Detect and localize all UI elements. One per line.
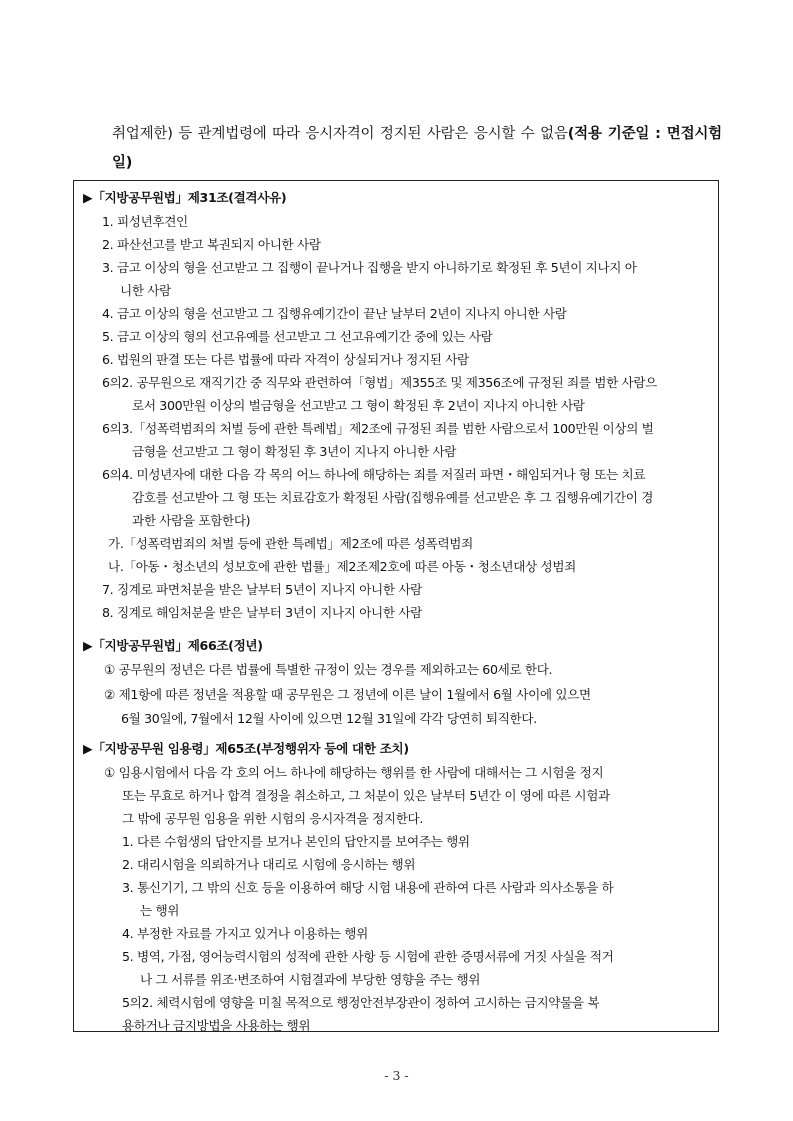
list-item: 7. 징계로 파면처분을 받은 날부터 5년이 지나지 아니한 사람 <box>102 582 422 597</box>
intro-text: 취업제한) 등 관계법령에 따라 응시자격이 정지된 사람은 응시할 수 없음 <box>112 126 568 142</box>
list-item-continuation: 로서 300만원 이상의 벌금형을 선고받고 그 형이 확정된 후 2년이 지나지 아니한 사람 <box>132 398 585 413</box>
list-item-continuation: 금형을 선고받고 그 형이 확정된 후 3년이 지나지 아니한 사람 <box>132 444 457 459</box>
list-item-continuation: 6월 30일에, 7월에서 12월 사이에 있으면 12월 31일에 각각 당연히 퇴직한다. <box>121 711 537 726</box>
list-item: 6의4. 미성년자에 대한 다음 각 목의 어느 하나에 해당하는 죄를 저질러 파면・해임되거나 형 또는 치료 <box>102 467 646 482</box>
list-subitem-continuation: 나 그 서류를 위조·변조하여 시험결과에 부당한 영향을 주는 행위 <box>140 972 481 987</box>
section-heading-article-31: ▶「지방공무원법」제31조(결격사유) <box>83 190 287 205</box>
list-item-continuation: 니한 사람 <box>120 283 171 298</box>
list-subitem-continuation: 는 행위 <box>140 903 180 918</box>
list-subitem: 4. 부정한 자료를 가지고 있거나 이용하는 행위 <box>122 926 368 941</box>
list-item: 1. 피성년후견인 <box>102 214 188 229</box>
list-item: 6. 법원의 판결 또는 다른 법률에 따라 자격이 상실되거나 정지된 사람 <box>102 352 469 367</box>
list-item-continuation: 또는 무효로 하거나 합격 결정을 취소하고, 그 처분이 있은 날부터 5년간 이 영에 따른 시험과 <box>122 788 610 803</box>
section-heading-decree-65: ▶「지방공무원 임용령」제65조(부정행위자 등에 대한 조치) <box>83 741 409 756</box>
list-item: 6의2. 공무원으로 재직기간 중 직무와 관련하여「형법」제355조 및 제356조에 규정된 죄를 범한 사람으 <box>102 375 657 390</box>
list-item-continuation: 감호를 선고받아 그 형 또는 치료감호가 확정된 사람(집행유예를 선고받은 후 그 집행유예기간이 경 <box>132 490 654 505</box>
page-number: - 3 - <box>384 1068 409 1083</box>
list-subitem: 1. 다른 수험생의 답안지를 보거나 본인의 답안지를 보여주는 행위 <box>122 834 470 849</box>
list-item: ② 제1항에 따른 정년을 적용할 때 공무원은 그 정년에 이른 날이 1월에서 6월 사이에 있으면 <box>104 687 591 702</box>
list-subitem: 5. 병역, 가점, 영어능력시험의 성적에 관한 사항 등 시험에 관한 증명서류에 거짓 사실을 적거 <box>122 949 614 964</box>
list-subitem: 가.「성폭력범죄의 처벌 등에 관한 특례법」제2조에 따른 성폭력범죄 <box>108 536 473 551</box>
list-subitem: 2. 대리시험을 의뢰하거나 대리로 시험에 응시하는 행위 <box>122 857 416 872</box>
list-subitem: 3. 통신기기, 그 밖의 신호 등을 이용하여 해당 시험 내용에 관하여 다른 사람과 의사소통을 하 <box>122 880 614 895</box>
list-subitem: 나.「아동・청소년의 성보호에 관한 법률」제2조제2호에 따른 아동・청소년대상 성범죄 <box>108 559 576 574</box>
list-item-continuation: 과한 사람을 포함한다) <box>132 513 251 528</box>
list-subitem-continuation: 용하거나 금지방법을 사용하는 행위 <box>122 1018 311 1033</box>
list-item: 8. 징계로 해임처분을 받은 날부터 3년이 지나지 아니한 사람 <box>102 605 422 620</box>
list-item: 5. 금고 이상의 형의 선고유예를 선고받고 그 선고유예기간 중에 있는 사람 <box>102 329 493 344</box>
list-item: 6의3.「성폭력범죄의 처벌 등에 관한 특례법」제2조에 규정된 죄를 범한 사람으로서 100만원 이상의 벌 <box>102 421 654 436</box>
intro-paragraph <box>112 120 722 178</box>
disqualification-box <box>73 180 719 1032</box>
list-item: 4. 금고 이상의 형을 선고받고 그 집행유예기간이 끝난 날부터 2년이 지나지 아니한 사람 <box>102 306 567 321</box>
list-item-continuation: 그 밖에 공무원 임용을 위한 시험의 응시자격을 정지한다. <box>122 811 423 826</box>
list-item: 3. 금고 이상의 형을 선고받고 그 집행이 끝나거나 집행을 받지 아니하기로 확정된 후 5년이 지나지 아 <box>102 260 637 275</box>
list-subitem: 5의2. 체력시험에 영향을 미칠 목적으로 행정안전부장관이 정하여 고시하는 금지약물을 복 <box>122 995 600 1010</box>
section-heading-article-66: ▶「지방공무원법」제66조(정년) <box>83 638 263 653</box>
list-item: ① 공무원의 정년은 다른 법률에 특별한 규정이 있는 경우를 제외하고는 60세로 한다. <box>104 662 553 677</box>
list-item: 2. 파산선고를 받고 복권되지 아니한 사람 <box>102 237 321 252</box>
list-item: ① 임용시험에서 다음 각 호의 어느 하나에 해당하는 행위를 한 사람에 대해서는 그 시험을 정지 <box>104 765 604 780</box>
intro-bold-note: (적용 기준일 : 면접시험일) <box>112 126 722 171</box>
